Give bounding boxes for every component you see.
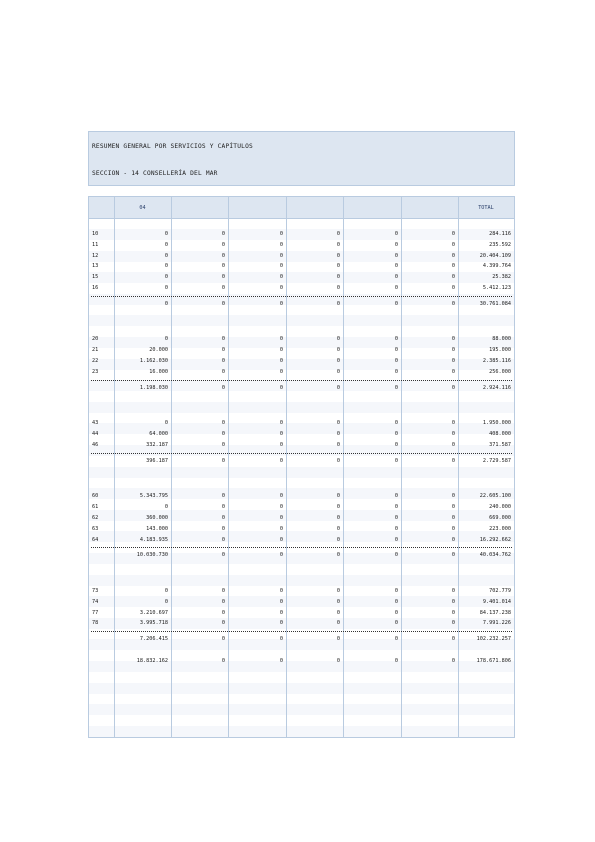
report-title: RESUMEN GENERAL POR SERVICIOS Y CAPÍTULOS (92, 143, 253, 150)
table-row (89, 513, 514, 524)
table-row (89, 502, 514, 513)
total-cell: 9.401.014 (482, 598, 511, 605)
value-cell: 0 (451, 274, 455, 281)
value-cell: 0 (394, 252, 398, 259)
value-cell: 20.000 (149, 347, 168, 354)
value-cell: 0 (279, 368, 283, 375)
value-cell: 0 (164, 285, 168, 291)
total-cell: 88.000 (492, 336, 511, 343)
table-row (89, 608, 514, 619)
value-cell: 0 (279, 609, 283, 616)
table-row (89, 229, 514, 240)
subtotal-separator (91, 631, 512, 632)
value-cell: 0 (279, 587, 283, 594)
value-cell: 0 (394, 241, 398, 248)
value-cell: 0 (451, 598, 455, 605)
value-cell: 0 (451, 285, 455, 291)
value-cell: 0 (394, 420, 398, 427)
chapter-code: 11 (92, 241, 99, 248)
chapter-code: 13 (92, 263, 99, 270)
table-row (89, 261, 514, 272)
value-cell: 0 (336, 285, 340, 291)
value-cell: 0 (451, 358, 455, 365)
value-cell: 0 (221, 552, 225, 559)
value-cell: 16.000 (149, 368, 168, 375)
value-cell: 0 (221, 384, 225, 391)
value-cell: 0 (451, 609, 455, 616)
value-cell: 0 (336, 431, 340, 438)
value-cell: 0 (394, 609, 398, 616)
total-cell: 408.000 (489, 431, 511, 438)
value-cell: 0 (279, 300, 283, 307)
value-cell: 0 (394, 358, 398, 365)
value-cell: 0 (451, 336, 455, 343)
value-cell: 0 (221, 231, 225, 237)
total-cell: 702.779 (489, 587, 511, 594)
value-cell: 0 (451, 431, 455, 438)
value-cell: 0 (336, 420, 340, 427)
value-cell: 0 (164, 598, 168, 605)
value-cell: 0 (279, 493, 283, 500)
value-cell: 0 (451, 457, 455, 464)
row-stripe (89, 315, 514, 326)
value-cell: 0 (394, 285, 398, 291)
chapter-code: 74 (92, 598, 99, 605)
value-cell: 0 (451, 493, 455, 500)
chapter-code: 15 (92, 274, 99, 281)
value-cell: 0 (164, 336, 168, 343)
value-cell: 0 (221, 252, 225, 259)
subtotal-separator (91, 296, 512, 297)
value-cell: 0 (279, 384, 283, 391)
chapter-code: 23 (92, 368, 99, 375)
value-cell: 0 (451, 504, 455, 511)
value-cell: 0 (164, 241, 168, 248)
value-cell: 0 (221, 431, 225, 438)
total-cell: 195.000 (489, 347, 511, 354)
value-cell: 0 (221, 609, 225, 616)
total-cell: 40.034.762 (479, 552, 511, 559)
value-cell: 0 (451, 252, 455, 259)
value-cell: 360.000 (146, 514, 168, 521)
table-row (89, 283, 514, 294)
value-cell: 0 (279, 274, 283, 281)
value-cell: 0 (394, 493, 398, 500)
total-cell: 284.116 (489, 231, 511, 237)
chapter-code: 21 (92, 347, 99, 354)
value-cell: 0 (164, 263, 168, 270)
value-cell: 0 (279, 231, 283, 237)
chapter-code: 16 (92, 285, 99, 291)
row-stripe (89, 575, 514, 586)
chapter-code: 73 (92, 587, 99, 594)
total-cell: 102.232.257 (476, 636, 511, 643)
total-cell: 16.292.662 (479, 536, 511, 543)
value-cell: 0 (221, 274, 225, 281)
value-cell: 0 (451, 300, 455, 307)
value-cell: 0 (336, 241, 340, 248)
value-cell: 0 (279, 514, 283, 521)
value-cell: 0 (279, 285, 283, 291)
value-cell: 332.187 (146, 441, 168, 448)
chapter-code: 22 (92, 358, 99, 365)
column-header: 04 (139, 205, 146, 211)
value-cell: 0 (336, 347, 340, 354)
value-cell: 0 (279, 525, 283, 532)
value-cell: 0 (164, 231, 168, 237)
value-cell: 10.030.730 (136, 552, 168, 559)
value-cell: 0 (279, 252, 283, 259)
value-cell: 0 (336, 536, 340, 543)
value-cell: 0 (279, 431, 283, 438)
value-cell: 0 (451, 231, 455, 237)
value-cell: 0 (164, 274, 168, 281)
value-cell: 0 (221, 358, 225, 365)
table-row (89, 524, 514, 535)
total-cell: 256.000 (489, 368, 511, 375)
column-header: TOTAL (478, 205, 494, 211)
total-cell: 178.671.806 (476, 657, 511, 664)
value-cell: 0 (336, 274, 340, 281)
value-cell: 0 (451, 420, 455, 427)
table-row (89, 586, 514, 597)
value-cell: 0 (451, 241, 455, 248)
value-cell: 0 (394, 263, 398, 270)
value-cell: 0 (451, 525, 455, 532)
table-header (89, 197, 514, 219)
value-cell: 0 (221, 493, 225, 500)
chapter-code: 43 (92, 420, 99, 427)
value-cell: 0 (336, 525, 340, 532)
value-cell: 0 (394, 587, 398, 594)
value-cell: 0 (451, 347, 455, 354)
value-cell: 0 (451, 587, 455, 594)
chapter-code: 77 (92, 609, 99, 616)
value-cell: 0 (394, 620, 398, 627)
value-cell: 0 (221, 336, 225, 343)
value-cell: 0 (394, 384, 398, 391)
value-cell: 396.187 (146, 457, 168, 464)
row-stripe (89, 683, 514, 694)
section-title: SECCION - 14 CONSELLERÍA DEL MAR (92, 170, 218, 177)
value-cell: 0 (336, 231, 340, 237)
value-cell: 0 (336, 620, 340, 627)
value-cell: 0 (164, 420, 168, 427)
value-cell: 0 (279, 347, 283, 354)
total-cell: 2.385.116 (482, 358, 511, 365)
value-cell: 0 (221, 657, 225, 664)
value-cell: 0 (221, 457, 225, 464)
value-cell: 0 (336, 657, 340, 664)
subtotal-row (89, 634, 514, 645)
total-cell: 240.000 (489, 504, 511, 511)
value-cell: 0 (279, 620, 283, 627)
value-cell: 0 (451, 441, 455, 448)
row-stripe (89, 467, 514, 478)
value-cell: 0 (221, 636, 225, 643)
total-cell: 7.991.226 (482, 620, 511, 627)
value-cell: 0 (279, 598, 283, 605)
value-cell: 0 (451, 368, 455, 375)
value-cell: 3.995.718 (139, 620, 168, 627)
value-cell: 0 (451, 514, 455, 521)
value-cell: 0 (221, 285, 225, 291)
value-cell: 0 (164, 252, 168, 259)
value-cell: 7.206.415 (139, 636, 168, 643)
chapter-code: 63 (92, 525, 99, 532)
value-cell: 0 (336, 587, 340, 594)
value-cell: 0 (394, 525, 398, 532)
table-row (89, 251, 514, 262)
value-cell: 0 (279, 536, 283, 543)
total-cell: 669.000 (489, 514, 511, 521)
total-cell: 223.000 (489, 525, 511, 532)
value-cell: 0 (279, 420, 283, 427)
chapter-code: 60 (92, 493, 99, 500)
table-row (89, 440, 514, 451)
total-cell: 20.404.109 (479, 252, 511, 259)
chapter-code: 46 (92, 441, 99, 448)
total-cell: 371.587 (489, 441, 511, 448)
value-cell: 0 (394, 274, 398, 281)
value-cell: 5.343.795 (139, 493, 168, 500)
value-cell: 0 (336, 598, 340, 605)
value-cell: 0 (279, 552, 283, 559)
total-cell: 2.924.116 (482, 384, 511, 391)
value-cell: 0 (221, 368, 225, 375)
value-cell: 0 (336, 263, 340, 270)
value-cell: 0 (394, 598, 398, 605)
table-row (89, 597, 514, 608)
value-cell: 0 (394, 552, 398, 559)
value-cell: 0 (279, 657, 283, 664)
value-cell: 0 (221, 263, 225, 270)
value-cell: 0 (451, 657, 455, 664)
chapter-code: 64 (92, 536, 99, 543)
value-cell: 0 (394, 231, 398, 237)
summary-table (88, 196, 515, 738)
value-cell: 0 (336, 336, 340, 343)
chapter-code: 61 (92, 504, 99, 511)
total-cell: 22.605.100 (479, 493, 511, 500)
value-cell: 0 (394, 368, 398, 375)
value-cell: 0 (221, 514, 225, 521)
total-cell: 2.729.587 (482, 457, 511, 464)
value-cell: 0 (221, 598, 225, 605)
subtotal-separator (91, 453, 512, 454)
row-stripe (89, 726, 514, 737)
subtotal-row (89, 550, 514, 561)
value-cell: 0 (164, 300, 168, 307)
value-cell: 0 (221, 525, 225, 532)
table-row (89, 356, 514, 367)
table-row (89, 240, 514, 251)
value-cell: 0 (336, 252, 340, 259)
value-cell: 0 (451, 263, 455, 270)
value-cell: 0 (394, 514, 398, 521)
total-cell: 235.592 (489, 241, 511, 248)
total-cell: 84.137.238 (479, 609, 511, 616)
row-stripe (89, 704, 514, 715)
value-cell: 0 (221, 241, 225, 248)
value-cell: 4.183.935 (139, 536, 168, 543)
total-cell: 25.382 (492, 274, 511, 281)
value-cell: 0 (336, 300, 340, 307)
value-cell: 0 (336, 552, 340, 559)
chapter-code: 78 (92, 620, 99, 627)
value-cell: 0 (394, 347, 398, 354)
value-cell: 18.832.162 (136, 657, 168, 664)
value-cell: 0 (451, 620, 455, 627)
value-cell: 0 (394, 657, 398, 664)
row-stripe (89, 402, 514, 413)
grand-total-row (89, 656, 514, 667)
value-cell: 0 (394, 441, 398, 448)
value-cell: 0 (221, 347, 225, 354)
subtotal-separator (91, 547, 512, 548)
value-cell: 0 (394, 336, 398, 343)
table-row (89, 272, 514, 283)
table-row (89, 491, 514, 502)
value-cell: 0 (279, 441, 283, 448)
value-cell: 64.000 (149, 431, 168, 438)
value-cell: 0 (394, 457, 398, 464)
table-row (89, 535, 514, 546)
subtotal-row (89, 299, 514, 310)
value-cell: 0 (394, 536, 398, 543)
value-cell: 0 (451, 552, 455, 559)
value-cell: 0 (221, 504, 225, 511)
table-row (89, 618, 514, 629)
value-cell: 0 (279, 457, 283, 464)
value-cell: 0 (221, 587, 225, 594)
value-cell: 0 (279, 504, 283, 511)
value-cell: 0 (394, 504, 398, 511)
total-cell: 1.950.000 (482, 420, 511, 427)
value-cell: 0 (451, 536, 455, 543)
value-cell: 0 (451, 636, 455, 643)
value-cell: 0 (336, 514, 340, 521)
table-row (89, 345, 514, 356)
subtotal-row (89, 383, 514, 394)
value-cell: 0 (221, 620, 225, 627)
value-cell: 0 (336, 358, 340, 365)
value-cell: 0 (336, 384, 340, 391)
chapter-code: 20 (92, 336, 99, 343)
value-cell: 0 (164, 587, 168, 594)
value-cell: 0 (451, 384, 455, 391)
value-cell: 0 (279, 636, 283, 643)
total-cell: 30.761.084 (479, 300, 511, 307)
chapter-code: 44 (92, 431, 99, 438)
value-cell: 0 (164, 504, 168, 511)
value-cell: 0 (279, 358, 283, 365)
value-cell: 0 (336, 636, 340, 643)
table-row (89, 334, 514, 345)
value-cell: 0 (394, 300, 398, 307)
value-cell: 0 (336, 493, 340, 500)
value-cell: 0 (221, 441, 225, 448)
value-cell: 0 (279, 241, 283, 248)
table-row (89, 429, 514, 440)
value-cell: 0 (279, 336, 283, 343)
value-cell: 0 (336, 609, 340, 616)
value-cell: 0 (394, 636, 398, 643)
chapter-code: 12 (92, 252, 99, 259)
value-cell: 0 (336, 441, 340, 448)
value-cell: 0 (394, 431, 398, 438)
total-cell: 5.412.123 (482, 285, 511, 291)
chapter-code: 62 (92, 514, 99, 521)
value-cell: 0 (336, 457, 340, 464)
value-cell: 143.000 (146, 525, 168, 532)
table-row (89, 418, 514, 429)
report-header (88, 131, 515, 186)
value-cell: 0 (336, 368, 340, 375)
value-cell: 1.198.030 (139, 384, 168, 391)
subtotal-row (89, 456, 514, 467)
table-row (89, 367, 514, 378)
value-cell: 1.162.030 (139, 358, 168, 365)
subtotal-separator (91, 380, 512, 381)
chapter-code: 10 (92, 231, 99, 237)
value-cell: 0 (221, 536, 225, 543)
total-cell: 4.399.764 (482, 263, 511, 270)
value-cell: 0 (221, 300, 225, 307)
value-cell: 0 (279, 263, 283, 270)
value-cell: 0 (221, 420, 225, 427)
value-cell: 0 (336, 504, 340, 511)
value-cell: 3.210.697 (139, 609, 168, 616)
